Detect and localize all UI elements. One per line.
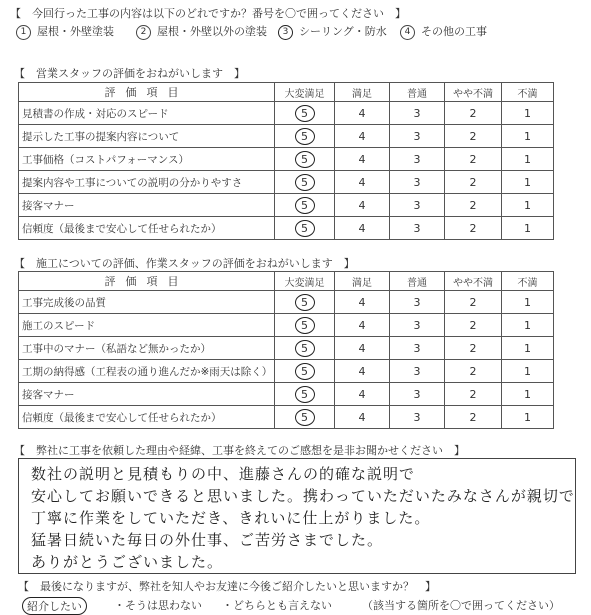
row-label: 工事価格（コストパフォーマンス） xyxy=(19,148,275,171)
header-somewhat-dissatisfied: やや不満 xyxy=(445,83,502,102)
rating-cell-2[interactable] xyxy=(445,148,502,171)
rating-cell-4[interactable] xyxy=(335,171,390,194)
rating-cell-5[interactable] xyxy=(275,291,335,314)
rating-value: 1 xyxy=(524,175,531,189)
rating-value: 2 xyxy=(469,364,477,378)
rating-cell-4[interactable] xyxy=(335,383,390,406)
rating-cell-3[interactable] xyxy=(390,337,445,360)
table-row xyxy=(19,217,554,240)
header-item: 評価項目 xyxy=(19,83,275,102)
rating-cell-2[interactable] xyxy=(445,360,502,383)
row-label: 提示した工事の提案内容について xyxy=(19,125,275,148)
rating-value: 3 xyxy=(413,129,421,143)
rating-cell-5[interactable] xyxy=(275,194,335,217)
rating-cell-3[interactable] xyxy=(390,314,445,337)
rating-value: 2 xyxy=(469,318,477,332)
referral-option-no[interactable]: ・ そうは思わない xyxy=(114,599,202,612)
rating-cell-1[interactable] xyxy=(502,148,554,171)
rating-value-selected: 5 xyxy=(295,220,315,237)
rating-cell-3[interactable] xyxy=(390,383,445,406)
rating-cell-1[interactable] xyxy=(502,217,554,240)
rating-cell-2[interactable] xyxy=(445,314,502,337)
header-very-satisfied: 大変満足 xyxy=(275,272,335,291)
rating-cell-1[interactable] xyxy=(502,314,554,337)
row-label: 工期の納得感（工程表の通り進んだか※雨天は除く） xyxy=(19,360,275,383)
rating-value: 1 xyxy=(524,341,531,355)
rating-value: 3 xyxy=(413,364,421,378)
rating-cell-3[interactable] xyxy=(390,125,445,148)
rating-cell-5[interactable] xyxy=(275,406,335,429)
comment-section-title: 【 弊社に工事を依頼した理由や経緯、工事を終えてのご感想を是非お聞かせください 】 xyxy=(14,444,465,457)
option-number: 2 xyxy=(136,25,151,40)
rating-value: 3 xyxy=(413,221,421,235)
rating-cell-2[interactable] xyxy=(445,383,502,406)
header-normal: 普通 xyxy=(390,83,445,102)
rating-cell-1[interactable] xyxy=(502,406,554,429)
rating-value: 1 xyxy=(524,387,531,401)
option-label: シーリング・防水 xyxy=(299,25,387,38)
construction-section-title: 【 施工についての評価、作業スタッフの評価をおねがいします 】 xyxy=(14,257,355,270)
sales-section-title: 【 営業スタッフの評価をおねがいします 】 xyxy=(14,67,245,80)
row-label: 見積書の作成・対応のスピード xyxy=(19,102,275,125)
rating-cell-4[interactable] xyxy=(335,291,390,314)
rating-cell-5[interactable] xyxy=(275,383,335,406)
rating-value: 4 xyxy=(358,152,366,166)
table-row xyxy=(19,314,554,337)
rating-cell-5[interactable] xyxy=(275,148,335,171)
comment-line: 丁寧に作業をしていただき、きれいに仕上がりました。 xyxy=(31,509,431,527)
q1-question: 【 今回行った工事の内容は以下のどれですか？番号を〇で囲ってください 】 xyxy=(10,7,406,20)
rating-value: 4 xyxy=(358,295,366,309)
comment-line: 数社の説明と見積もりの中、進藤さんの的確な説明で xyxy=(31,465,416,483)
rating-cell-1[interactable] xyxy=(502,360,554,383)
rating-value-selected: 5 xyxy=(295,128,315,145)
row-label: 信頼度（最後まで安心して任せられたか） xyxy=(19,217,275,240)
option-label: そうは思わない xyxy=(125,599,202,612)
option-number: 4 xyxy=(400,25,415,40)
rating-cell-4[interactable] xyxy=(335,125,390,148)
header-satisfied: 満足 xyxy=(335,272,390,291)
sales-rating-table xyxy=(18,82,554,240)
rating-cell-2[interactable] xyxy=(445,217,502,240)
rating-value: 1 xyxy=(524,295,531,309)
row-label: 工事完成後の品質 xyxy=(19,291,275,314)
rating-value: 2 xyxy=(469,387,477,401)
rating-cell-2[interactable] xyxy=(445,291,502,314)
rating-cell-1[interactable] xyxy=(502,125,554,148)
rating-value: 2 xyxy=(469,410,477,424)
rating-value: 2 xyxy=(469,341,477,355)
rating-cell-5[interactable] xyxy=(275,125,335,148)
rating-cell-3[interactable] xyxy=(390,291,445,314)
rating-value: 2 xyxy=(469,152,477,166)
rating-value: 4 xyxy=(358,198,366,212)
table-row xyxy=(19,337,554,360)
rating-cell-4[interactable] xyxy=(335,148,390,171)
table-row xyxy=(19,102,554,125)
rating-cell-5[interactable] xyxy=(275,360,335,383)
q1-option-1[interactable] xyxy=(16,23,114,41)
rating-cell-5[interactable] xyxy=(275,217,335,240)
option-label-selected: 紹介したい xyxy=(22,597,87,615)
q3-note: （該当する箇所を〇で囲ってください） xyxy=(362,599,560,612)
header-normal: 普通 xyxy=(390,272,445,291)
rating-value: 3 xyxy=(413,341,421,355)
row-label: 提案内容や工事についての説明の分かりやすさ xyxy=(19,171,275,194)
rating-cell-2[interactable] xyxy=(445,194,502,217)
q3-question: 【 最後になりますが、弊社を知人やお友達に今後ご紹介したいと思いますか？ 】 xyxy=(18,580,436,593)
rating-cell-4[interactable] xyxy=(335,194,390,217)
rating-value: 2 xyxy=(469,129,477,143)
rating-value: 3 xyxy=(413,318,421,332)
rating-value: 1 xyxy=(524,198,531,212)
rating-cell-1[interactable] xyxy=(502,383,554,406)
rating-cell-3[interactable] xyxy=(390,194,445,217)
table-row xyxy=(19,171,554,194)
rating-value-selected: 5 xyxy=(295,197,315,214)
option-label: 屋根・外壁塗装 xyxy=(37,25,114,38)
rating-value: 1 xyxy=(524,221,531,235)
rating-cell-3[interactable] xyxy=(390,217,445,240)
rating-value: 4 xyxy=(358,387,366,401)
rating-cell-1[interactable] xyxy=(502,194,554,217)
rating-value: 4 xyxy=(358,221,366,235)
rating-value: 2 xyxy=(469,106,477,120)
table-row xyxy=(19,194,554,217)
rating-cell-4[interactable] xyxy=(335,337,390,360)
construction-rating-table xyxy=(18,271,554,429)
rating-value-selected: 5 xyxy=(295,386,315,403)
table-header-row xyxy=(19,272,554,291)
rating-value: 3 xyxy=(413,106,421,120)
header-dissatisfied: 不満 xyxy=(502,83,554,102)
rating-value: 1 xyxy=(524,318,531,332)
comment-line: ありがとうございました。 xyxy=(31,553,224,571)
rating-cell-4[interactable] xyxy=(335,314,390,337)
rating-value-selected: 5 xyxy=(295,294,315,311)
row-label: 信頼度（最後まで安心して任せられたか） xyxy=(19,406,275,429)
rating-cell-4[interactable] xyxy=(335,102,390,125)
rating-value: 4 xyxy=(358,175,366,189)
option-label: 屋根・外壁以外の塗装 xyxy=(157,25,267,38)
comment-box[interactable] xyxy=(18,458,576,574)
rating-cell-5[interactable] xyxy=(275,171,335,194)
rating-value: 2 xyxy=(469,175,477,189)
rating-value: 1 xyxy=(524,410,531,424)
option-label: どちらとも言えない xyxy=(233,599,332,612)
rating-cell-5[interactable] xyxy=(275,337,335,360)
comment-line: 猛暑日続いた毎日の外仕事、ご苦労さまでした。 xyxy=(31,531,384,549)
rating-cell-2[interactable] xyxy=(445,171,502,194)
header-dissatisfied: 不満 xyxy=(502,272,554,291)
row-label: 施工のスピード xyxy=(19,314,275,337)
rating-value: 4 xyxy=(358,341,366,355)
rating-value-selected: 5 xyxy=(295,317,315,334)
rating-cell-4[interactable] xyxy=(335,406,390,429)
rating-value-selected: 5 xyxy=(295,105,315,122)
table-row xyxy=(19,360,554,383)
rating-cell-1[interactable] xyxy=(502,171,554,194)
rating-value: 1 xyxy=(524,129,531,143)
q1-option-3[interactable] xyxy=(278,23,387,41)
rating-cell-3[interactable] xyxy=(390,102,445,125)
header-somewhat-dissatisfied: やや不満 xyxy=(445,272,502,291)
table-row xyxy=(19,125,554,148)
rating-value: 3 xyxy=(413,152,421,166)
option-label: その他の工事 xyxy=(421,25,487,38)
rating-value-selected: 5 xyxy=(295,340,315,357)
rating-value: 3 xyxy=(413,295,421,309)
rating-cell-2[interactable] xyxy=(445,102,502,125)
rating-value: 3 xyxy=(413,387,421,401)
header-satisfied: 満足 xyxy=(335,83,390,102)
rating-value: 3 xyxy=(413,410,421,424)
rating-cell-2[interactable] xyxy=(445,337,502,360)
rating-cell-4[interactable] xyxy=(335,217,390,240)
rating-value: 4 xyxy=(358,129,366,143)
rating-value: 4 xyxy=(358,318,366,332)
rating-value-selected: 5 xyxy=(295,174,315,191)
rating-value: 1 xyxy=(524,152,531,166)
header-item: 評価項目 xyxy=(19,272,275,291)
rating-value: 1 xyxy=(524,364,531,378)
rating-cell-5[interactable] xyxy=(275,314,335,337)
rating-value-selected: 5 xyxy=(295,151,315,168)
rating-cell-3[interactable] xyxy=(390,406,445,429)
rating-cell-3[interactable] xyxy=(390,148,445,171)
rating-value: 3 xyxy=(413,198,421,212)
rating-value: 4 xyxy=(358,106,366,120)
header-very-satisfied: 大変満足 xyxy=(275,83,335,102)
rating-value: 2 xyxy=(469,221,477,235)
rating-value: 4 xyxy=(358,410,366,424)
table-row xyxy=(19,406,554,429)
table-row xyxy=(19,383,554,406)
q1-option-4[interactable] xyxy=(400,23,487,41)
option-number: 1 xyxy=(16,25,31,40)
table-row xyxy=(19,148,554,171)
rating-cell-2[interactable] xyxy=(445,125,502,148)
row-label: 接客マナー xyxy=(19,194,275,217)
rating-cell-1[interactable] xyxy=(502,337,554,360)
rating-value: 2 xyxy=(469,198,477,212)
rating-value-selected: 5 xyxy=(295,363,315,380)
comment-line: 安心してお願いできると思いました。携わっていただいたみなさんが親切で xyxy=(31,487,575,505)
table-row xyxy=(19,291,554,314)
rating-value-selected: 5 xyxy=(295,409,315,426)
rating-value: 2 xyxy=(469,295,477,309)
rating-cell-3[interactable] xyxy=(390,360,445,383)
rating-cell-4[interactable] xyxy=(335,360,390,383)
row-label: 接客マナー xyxy=(19,383,275,406)
q1-option-2[interactable] xyxy=(136,23,267,41)
rating-value: 3 xyxy=(413,175,421,189)
table-header-row xyxy=(19,83,554,102)
rating-value: 4 xyxy=(358,364,366,378)
rating-cell-1[interactable] xyxy=(502,291,554,314)
row-label: 工事中のマナー（私語など無かったか） xyxy=(19,337,275,360)
option-number-selected: 3 xyxy=(278,25,293,40)
referral-option-neutral[interactable]: ・ どちらとも言えない xyxy=(222,599,332,612)
rating-cell-2[interactable] xyxy=(445,406,502,429)
rating-cell-1[interactable] xyxy=(502,102,554,125)
rating-cell-3[interactable] xyxy=(390,171,445,194)
rating-cell-5[interactable] xyxy=(275,102,335,125)
rating-value: 1 xyxy=(524,106,531,120)
